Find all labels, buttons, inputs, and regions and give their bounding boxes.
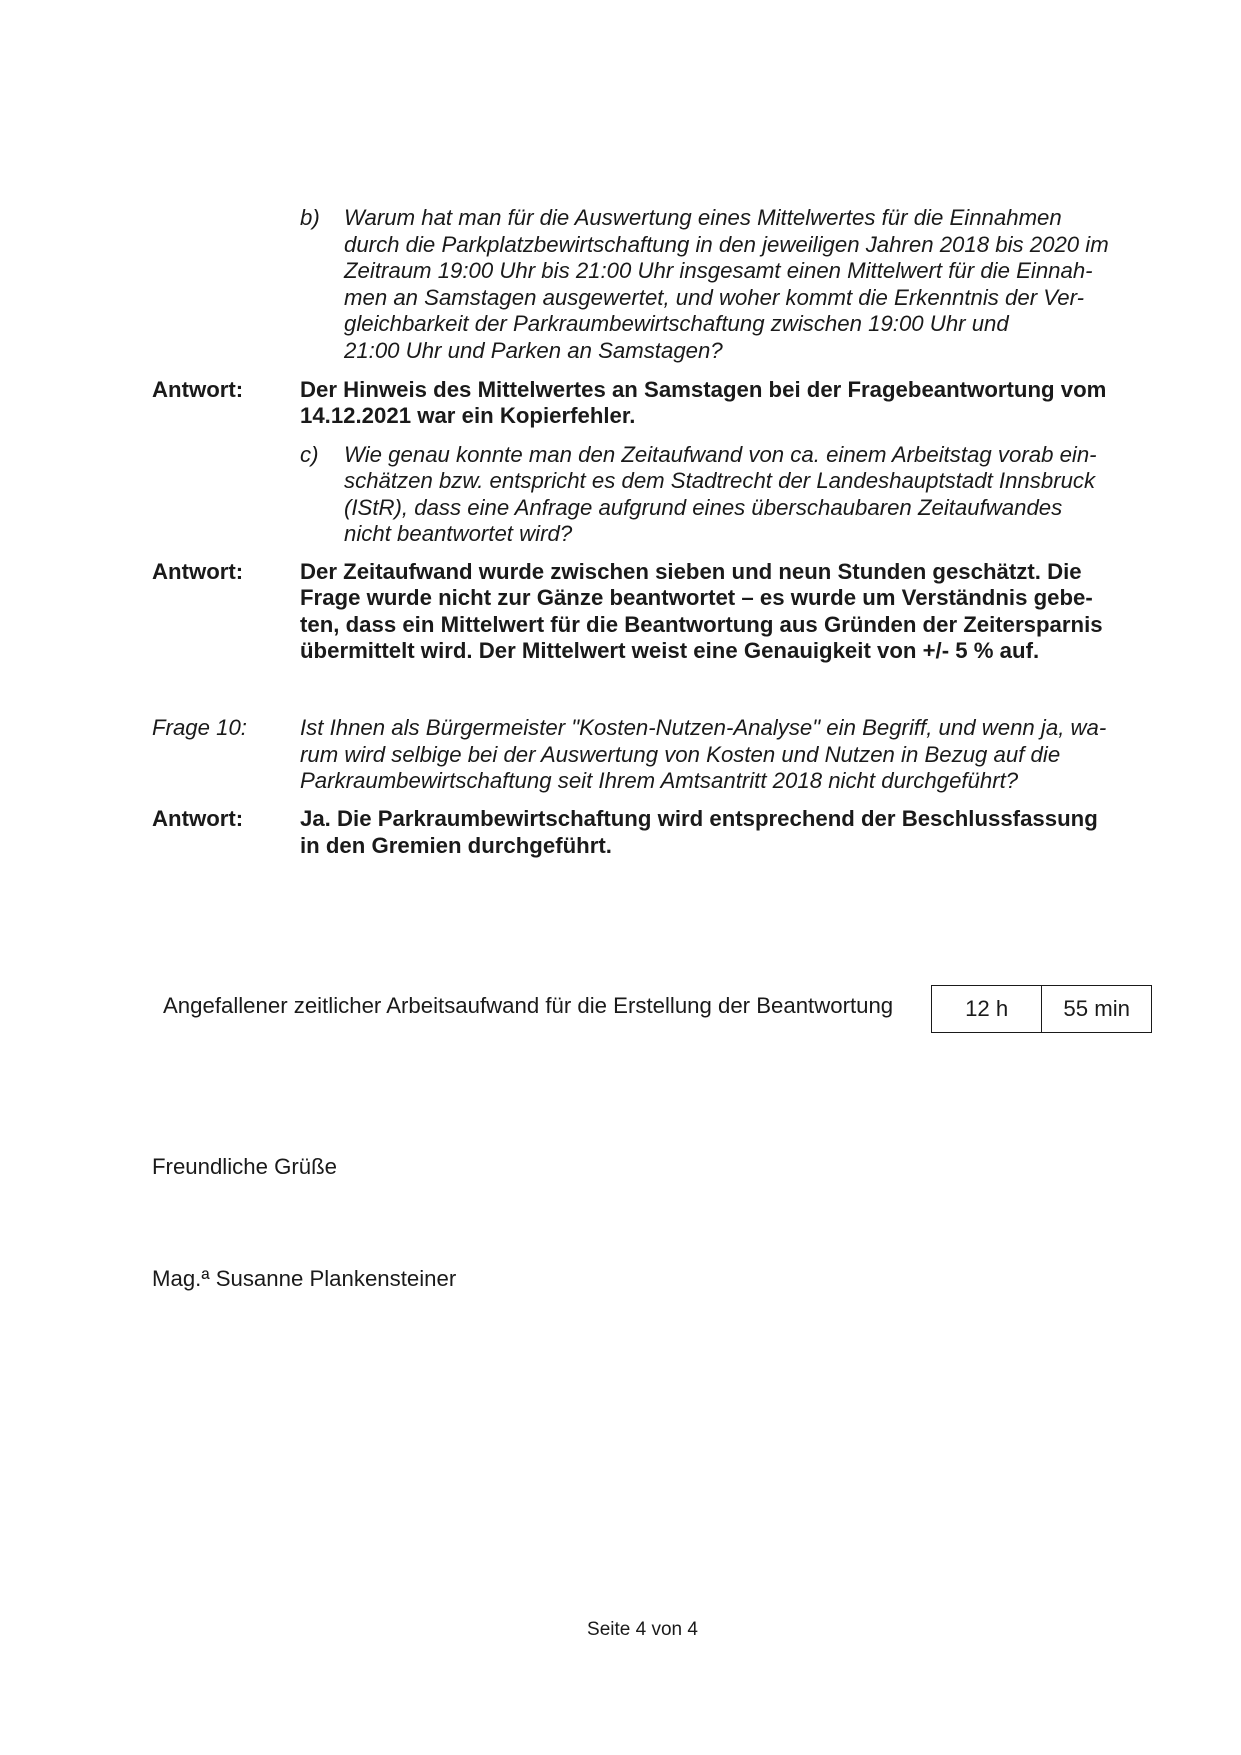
question-b-marker: b) [300, 205, 320, 230]
answer-b-line: 14.12.2021 war ein Kopierfehler. [300, 403, 636, 428]
question-b-line: Zeitraum 19:00 Uhr bis 21:00 Uhr insgesamt einen Mittelwert für die Einnah- [344, 258, 1093, 283]
answer-c-line: ten, dass ein Mittelwert für die Beantwortung aus Gründen der Zeitersparnis [300, 612, 1103, 637]
answer-b-line: Der Hinweis des Mittelwertes an Samstagen bei der Fragebeantwortung vom [300, 377, 1107, 402]
question-b-line: 21:00 Uhr und Parken an Samstagen? [344, 338, 723, 363]
question-c-line: Wie genau konnte man den Zeitaufwand von ca. einem Arbeitstag vorab ein- [344, 442, 1097, 467]
question-10-label: Frage 10: [152, 715, 247, 740]
question-c-line: schätzen bzw. entspricht es dem Stadtrecht der Landeshauptstadt Innsbruck [344, 468, 1096, 493]
question-10-line: Parkraumbewirtschaftung seit Ihrem Amtsantritt 2018 nicht durchgeführt? [300, 768, 1019, 793]
question-10-line: rum wird selbige bei der Auswertung von Kosten und Nutzen in Bezug auf die [300, 742, 1061, 767]
question-10-line: Ist Ihnen als Bürgermeister "Kosten-Nutzen-Analyse" ein Begriff, und wenn ja, wa- [300, 715, 1107, 740]
answer-c-line: übermittelt wird. Der Mittelwert weist eine Genauigkeit von +/- 5 % auf. [300, 638, 1040, 663]
effort-table [931, 985, 1152, 1033]
signature-name: Mag.ª Susanne Plankensteiner [152, 1266, 457, 1291]
answer-10-line: in den Gremien durchgeführt. [300, 833, 612, 858]
question-c-line: nicht beantwortet wird? [344, 521, 573, 546]
question-c-line: (IStR), dass eine Anfrage aufgrund eines überschaubaren Zeitaufwandes [344, 495, 1063, 520]
question-b-line: Warum hat man für die Auswertung eines Mittelwertes für die Einnahmen [344, 205, 1062, 230]
effort-minutes-cell: 55 min [1042, 986, 1152, 1033]
question-b-line: gleichbarkeit der Parkraumbewirtschaftung zwischen 19:00 Uhr und [344, 311, 1009, 336]
effort-hours-cell: 12 h [932, 986, 1042, 1033]
question-b-line: durch die Parkplatzbewirtschaftung in den jeweiligen Jahren 2018 bis 2020 im [344, 232, 1109, 257]
answer-10-line: Ja. Die Parkraumbewirtschaftung wird entsprechend der Beschlussfassung [300, 806, 1098, 831]
question-b-line: men an Samstagen ausgewertet, und woher kommt die Erkenntnis der Ver- [344, 285, 1084, 310]
page-number: Seite 4 von 4 [587, 1619, 698, 1640]
effort-label: Angefallener zeitlicher Arbeitsaufwand für die Erstellung der Beantwortung [163, 993, 894, 1018]
answer-c-line: Frage wurde nicht zur Gänze beantwortet – es wurde um Verständnis gebe- [300, 585, 1093, 610]
answer-b-label: Antwort: [152, 377, 244, 402]
question-c-marker: c) [300, 442, 319, 467]
greeting: Freundliche Grüße [152, 1154, 337, 1179]
answer-c-label: Antwort: [152, 559, 244, 584]
answer-10-label: Antwort: [152, 806, 244, 831]
answer-c-line: Der Zeitaufwand wurde zwischen sieben und neun Stunden geschätzt. Die [300, 559, 1082, 584]
